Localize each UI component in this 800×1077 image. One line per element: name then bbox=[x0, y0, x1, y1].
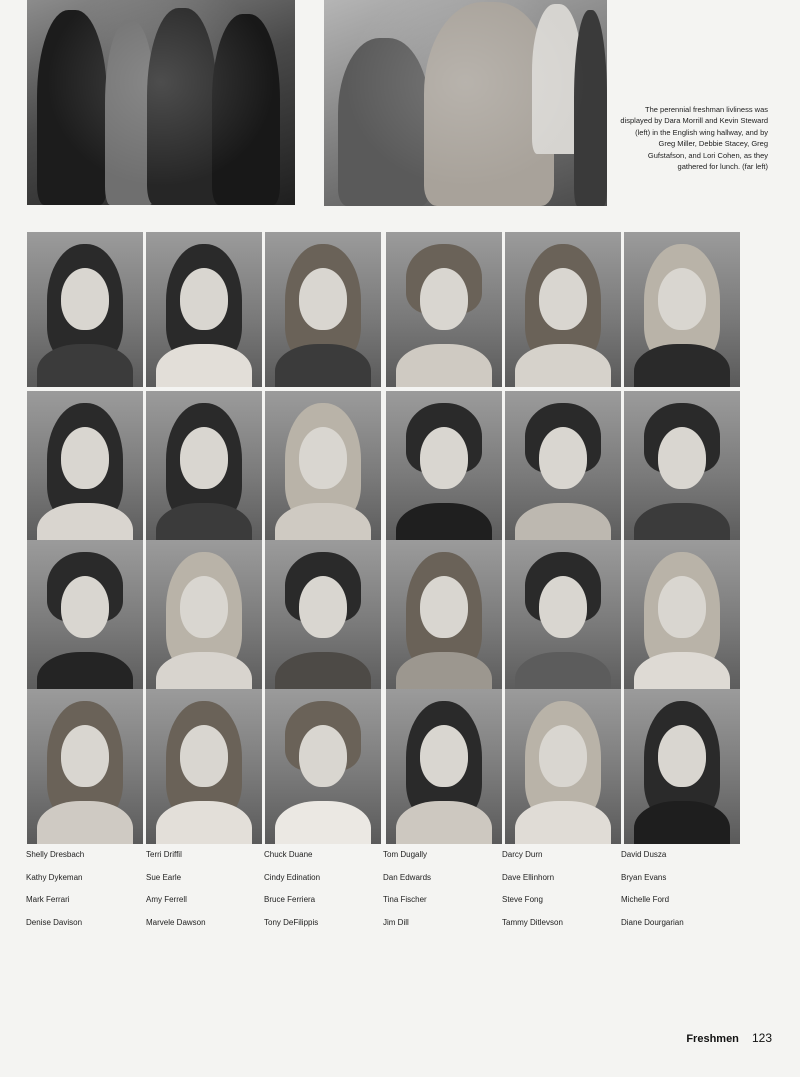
candid-figure bbox=[532, 4, 582, 154]
candid-figure bbox=[424, 2, 554, 206]
student-name: Chuck Duane bbox=[264, 850, 313, 859]
portrait bbox=[146, 232, 262, 387]
student-name: Jim Dill bbox=[383, 917, 409, 927]
candid-figure bbox=[105, 20, 155, 205]
portrait bbox=[265, 540, 381, 695]
student-name: Amy Ferrell bbox=[146, 895, 187, 904]
portrait bbox=[624, 391, 740, 546]
name-list bbox=[0, 844, 800, 954]
student-name: Denise Davison bbox=[26, 917, 83, 927]
candid-figure bbox=[338, 38, 430, 206]
candid-figure bbox=[37, 10, 107, 205]
student-name: David Dusza bbox=[621, 850, 667, 859]
student-name: Dave Ellinhorn bbox=[502, 872, 555, 882]
portrait bbox=[265, 689, 381, 844]
student-name: Michelle Ford bbox=[621, 895, 670, 904]
name-column bbox=[383, 844, 501, 934]
portrait bbox=[265, 232, 381, 387]
section-title: Freshmen bbox=[686, 1033, 739, 1045]
portrait bbox=[146, 540, 262, 695]
student-name: Darcy Durn bbox=[502, 850, 543, 859]
student-name: Terri Driffil bbox=[146, 850, 182, 859]
student-name: Sue Earle bbox=[146, 872, 182, 882]
name-column bbox=[26, 844, 144, 934]
candid-photo-lunch-group bbox=[27, 0, 295, 205]
portrait bbox=[146, 689, 262, 844]
student-name: Mark Ferrari bbox=[26, 895, 70, 904]
student-name: Bruce Ferriera bbox=[264, 895, 316, 904]
portrait bbox=[27, 689, 143, 844]
student-name: Shelly Dresbach bbox=[26, 850, 85, 859]
candid-photo-english-hallway bbox=[324, 0, 607, 206]
student-name: Tony DeFilippis bbox=[264, 917, 319, 927]
candid-figure bbox=[574, 10, 607, 206]
portrait bbox=[386, 391, 502, 546]
portrait bbox=[624, 689, 740, 844]
portrait bbox=[624, 540, 740, 695]
portrait bbox=[386, 232, 502, 387]
page-number: 123 bbox=[751, 1031, 772, 1045]
portrait bbox=[27, 232, 143, 387]
portrait bbox=[146, 391, 262, 546]
student-name: Tammy Ditlevson bbox=[502, 917, 563, 927]
portrait bbox=[27, 391, 143, 546]
portrait bbox=[27, 540, 143, 695]
portrait bbox=[505, 540, 621, 695]
portrait bbox=[386, 540, 502, 695]
name-column bbox=[621, 844, 739, 934]
student-name: Steve Fong bbox=[502, 895, 543, 904]
portrait bbox=[386, 689, 502, 844]
portrait bbox=[505, 689, 621, 844]
student-name: Kathy Dykeman bbox=[26, 872, 83, 882]
portrait bbox=[624, 232, 740, 387]
photo-caption: The perennial freshman livliness was displayed by Dara Morrill and Kevin Steward (left) in the English wing hallway, and by Greg Miller, Debbie Stacey, Greg Gufstafson, and Lori Cohen, as they gathered for lunch. (far left) bbox=[620, 105, 768, 172]
candid-figure bbox=[147, 8, 217, 205]
student-name: Tom Dugally bbox=[383, 850, 428, 859]
name-column bbox=[146, 844, 264, 934]
portrait bbox=[505, 391, 621, 546]
portrait bbox=[505, 232, 621, 387]
student-name: Diane Dourgarian bbox=[621, 917, 684, 927]
name-column bbox=[264, 844, 382, 934]
student-name: Dan Edwards bbox=[383, 872, 432, 882]
candid-figure bbox=[212, 14, 280, 205]
student-name: Marvele Dawson bbox=[146, 917, 206, 927]
student-name: Cindy Edination bbox=[264, 872, 321, 882]
portrait bbox=[265, 391, 381, 546]
page-footer bbox=[686, 1031, 772, 1045]
student-name: Tina Fischer bbox=[383, 895, 427, 904]
student-name: Bryan Evans bbox=[621, 872, 667, 882]
name-column bbox=[502, 844, 620, 934]
